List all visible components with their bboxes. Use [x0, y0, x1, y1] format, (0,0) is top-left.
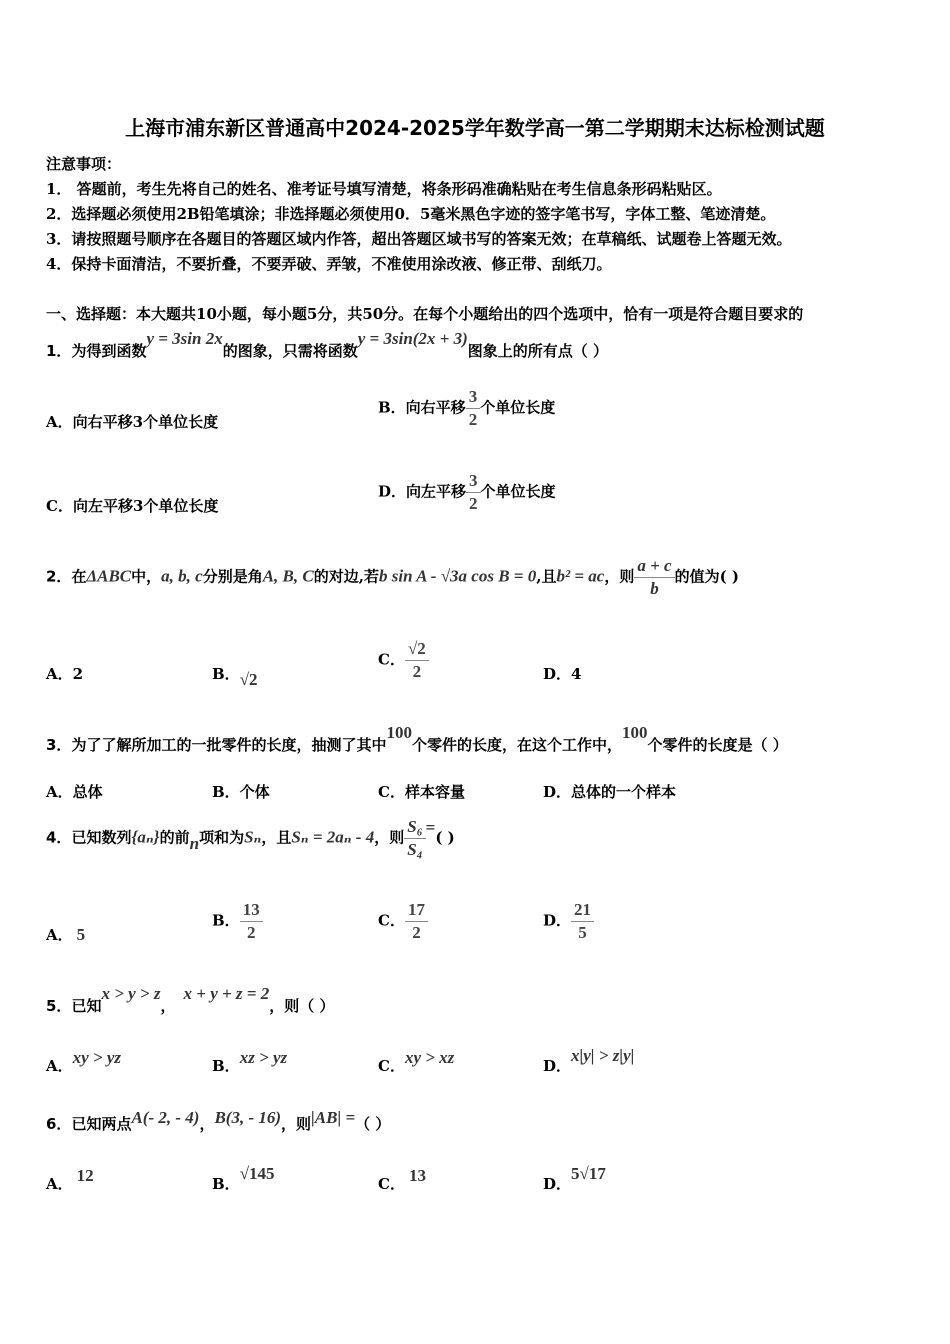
- question-number: 4．: [46, 828, 72, 847]
- formula: ΔABC: [86, 566, 132, 586]
- option-d: D．向左平移 $\frac{3}{2}$ 个单位长度: [378, 471, 556, 513]
- option-a: A． 5: [46, 925, 86, 944]
- formula: y = 3sin 2x: [146, 329, 223, 348]
- question-number: 3．: [46, 736, 72, 754]
- option-c: C． $\frac{√2}{2}$: [378, 638, 429, 683]
- option-d: D．4: [543, 665, 582, 683]
- formula: A, B, C: [262, 566, 314, 586]
- option-c: C．xy > xz: [378, 1048, 455, 1075]
- option-d: D．5√17: [543, 1164, 606, 1193]
- fraction: $\frac{21}{5}$: [571, 899, 594, 944]
- page-title: 上海市浦东新区普通高中2024-2025学年数学高一第二学期期末达标检测试题: [125, 116, 825, 140]
- notes-heading: 注意事项：: [46, 155, 122, 173]
- option-a: A．xy > yz: [46, 1048, 122, 1075]
- option-c: C． 13: [378, 1166, 426, 1193]
- fraction: $\frac{3}{2}$: [466, 386, 481, 431]
- option-b: B．√145: [212, 1164, 275, 1193]
- fraction: $\frac{a + c}{b}$: [634, 555, 674, 600]
- option-b: B．向右平移 $\frac{3}{2}$ 个单位长度: [378, 387, 556, 429]
- option-a: A．总体: [46, 783, 103, 801]
- option-d: D．x|y| > z|y|: [543, 1046, 635, 1075]
- question-number: 5．: [46, 997, 72, 1015]
- fraction: $\frac{√2}{2}$: [405, 638, 429, 683]
- fraction: $\frac{13}{2}$: [240, 899, 263, 944]
- option-b: B． $\frac{13}{2}$: [212, 899, 263, 944]
- note-item-1: 1． 答题前，考生先将自己的姓名、准考证号填写清楚，将条形码准确粘贴在考生信息条形码粘贴区。: [46, 180, 722, 198]
- formula: b² = ac: [556, 566, 605, 586]
- question-3: 3．为了了解所加工的一批零件的长度，抽测了其中100个零件的长度，在这个工作中，100个零件的长度是（ ）: [46, 723, 788, 754]
- note-item-3: 3．请按照题号顺序在各题目的答题区域内作答，超出答题区域书写的答案无效；在草稿纸、试题卷上答题无效。: [46, 230, 792, 248]
- option-b: B．xz > yz: [212, 1048, 288, 1075]
- option-d: D．总体的一个样本: [543, 783, 677, 801]
- note-item-4: 4．保持卡面清洁，不要折叠，不要弄破、弄皱，不准使用涂改液、修正带、刮纸刀。: [46, 255, 612, 273]
- question-5: 5．已知x > y > z，x + y + z = 2，则（ ）: [46, 984, 335, 1015]
- formula: y = 3sin(2x + 3): [357, 329, 468, 348]
- formula: {aₙ}: [131, 827, 160, 847]
- option-b: B．个体: [212, 783, 270, 801]
- option-a: A． 12: [46, 1166, 94, 1193]
- section-heading: 一、选择题：本大题共10小题，每小题5分，共50分。在每个小题给出的四个选项中，恰有一项是符合题目要求的: [46, 305, 804, 323]
- question-number: 2．: [46, 567, 72, 586]
- option-a: A．向右平移3个单位长度: [46, 413, 219, 431]
- formula: b sin A - √3a cos B = 0: [378, 566, 537, 586]
- formula: a, b, c: [161, 566, 203, 586]
- question-number: 6．: [46, 1115, 72, 1133]
- question-2: 2．在ΔABC中，a, b, c分别是角A, B, C的对边,若b sin A - √3a cos B = 0,且b² = ac，则 $\frac{a + c}{b}$ 的值为( ): [46, 556, 739, 598]
- option-d: D． $\frac{21}{5}$: [543, 899, 594, 944]
- option-c: C．向左平移3个单位长度: [46, 497, 219, 515]
- option-c: C．样本容量: [378, 783, 465, 801]
- question-number: 1．: [46, 342, 72, 360]
- note-item-2: 2．选择题必须使用2B铅笔填涂；非选择题必须使用0．5毫米黑色字迹的签字笔书写，字体工整、笔迹清楚。: [46, 205, 776, 223]
- option-b: B．√2: [212, 665, 258, 689]
- question-6: 6．已知两点A(- 2, - 4)，B(3, - 16)，则|AB| =（ ）: [46, 1108, 391, 1133]
- option-c: C． $\frac{17}{2}$: [378, 899, 428, 944]
- fraction: $\frac{3}{2}$: [466, 470, 481, 515]
- option-a: A．2: [46, 665, 84, 683]
- question-4: 4．已知数列{aₙ}的前n项和为Sₙ，且Sₙ = 2aₙ - 4，则 $\frac{\text{S₆}}{\text{S₄}}$ =( ): [46, 817, 455, 859]
- question-1: 1．为得到函数y = 3sin 2x的图象，只需将函数y = 3sin(2x + 3)图象上的所有点（ ）: [46, 329, 609, 360]
- fraction: $\frac{\text{S₆}}{\text{S₄}}$: [404, 816, 425, 861]
- fraction: $\frac{17}{2}$: [405, 899, 428, 944]
